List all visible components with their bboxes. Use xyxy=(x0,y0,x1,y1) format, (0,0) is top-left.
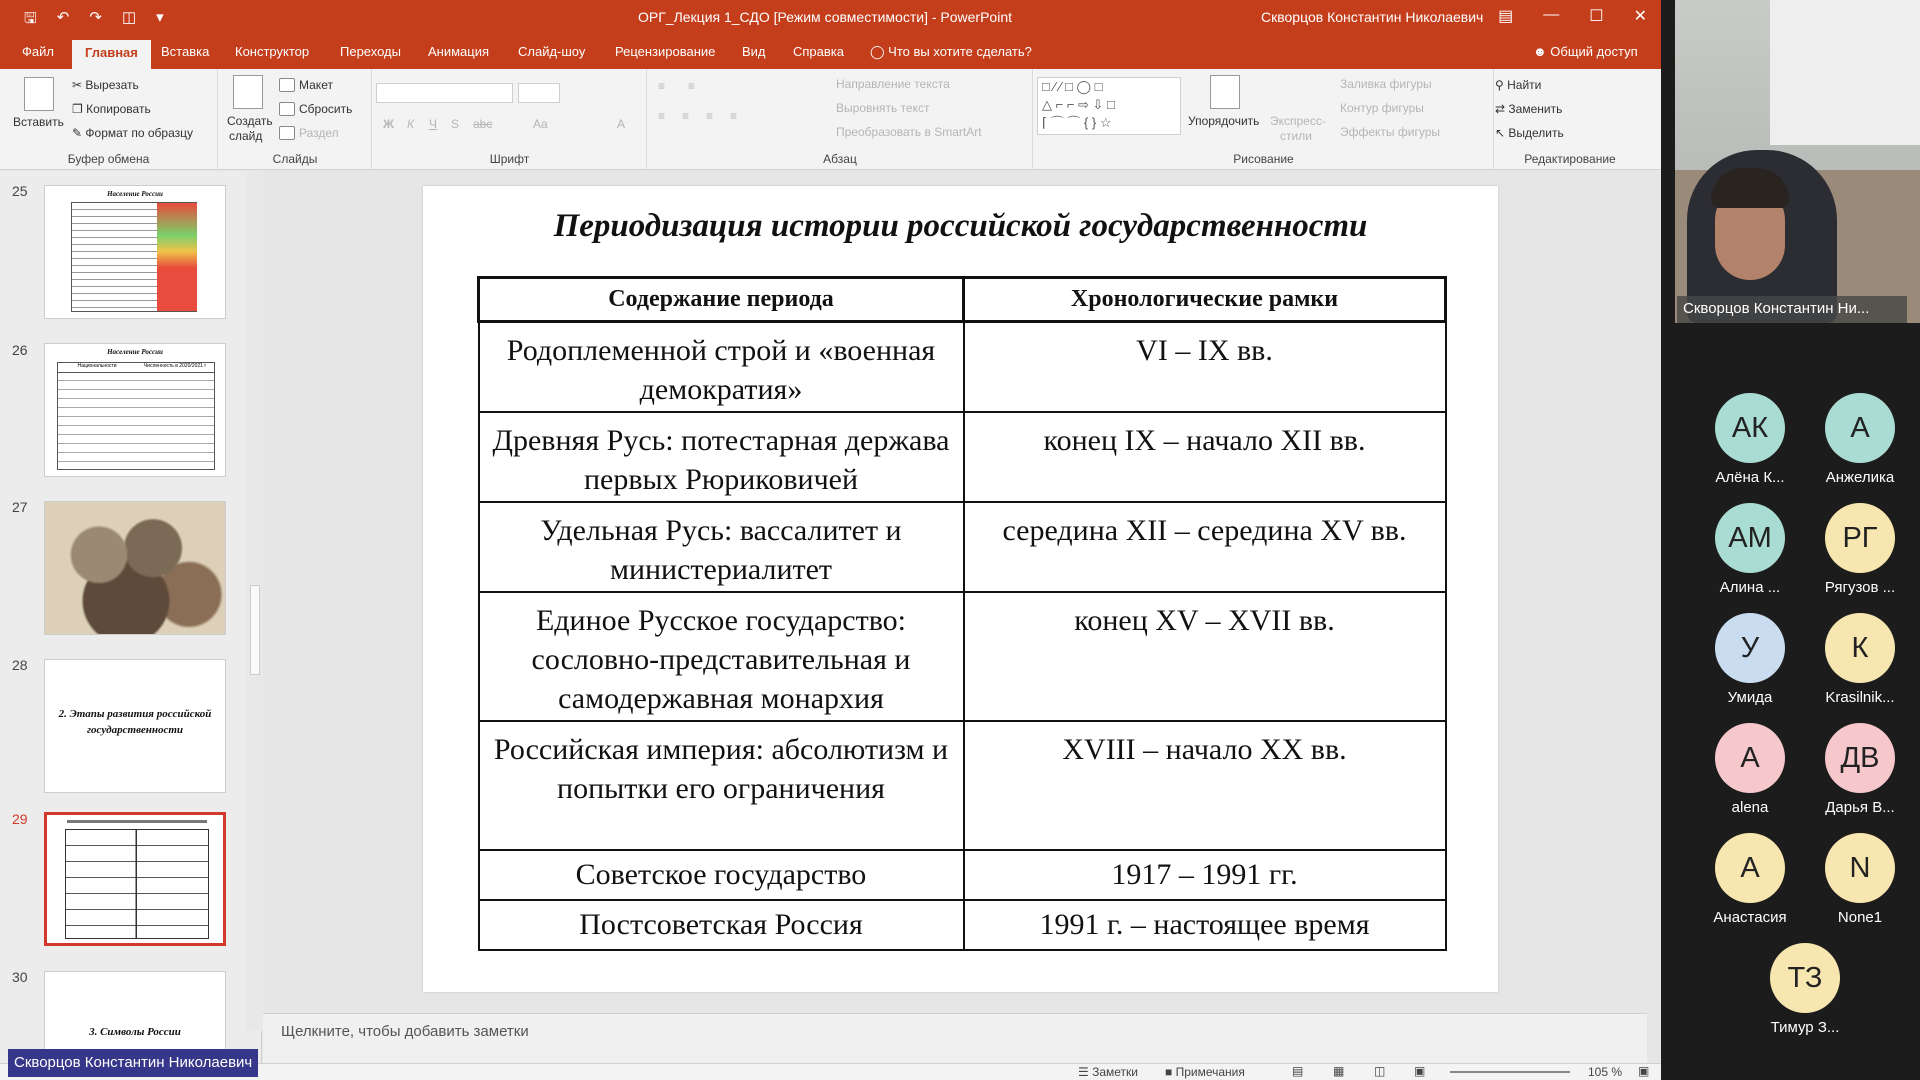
participant-name: Дарья В... xyxy=(1825,799,1895,816)
period-cell: Единое Русское государство: сословно-представительная и самодержавная монархия xyxy=(479,592,964,721)
account-name[interactable]: Скворцов Константин Николаевич xyxy=(1261,9,1484,25)
editing-group-label: Редактирование xyxy=(1524,152,1616,166)
shape-fill-button[interactable]: Заливка фигуры xyxy=(1340,77,1432,91)
participant-tile[interactable] xyxy=(1805,393,1915,486)
layout-icon xyxy=(279,78,295,92)
slide-thumbnail-27[interactable] xyxy=(44,501,226,635)
period-cell: Древняя Русь: потестарная держава первых Рюриковичей xyxy=(479,412,964,502)
slide-thumbnail-26[interactable] xyxy=(44,343,226,477)
participant-name: Умида xyxy=(1727,689,1773,706)
reading-view-icon[interactable]: ◫ xyxy=(1374,1064,1386,1078)
font-group-label: Шрифт xyxy=(489,152,530,166)
avatar: А xyxy=(1715,833,1785,903)
title-bar xyxy=(0,0,1661,35)
font-size-box[interactable] xyxy=(518,83,560,103)
find-label: Найти xyxy=(1507,78,1542,92)
avatar: У xyxy=(1715,613,1785,683)
tab-transitions[interactable]: Переходы xyxy=(340,44,401,59)
font-color-icon[interactable]: A xyxy=(617,117,626,131)
tab-animations[interactable]: Анимация xyxy=(428,44,490,59)
dates-cell: середина XII – середина XV вв. xyxy=(964,502,1446,592)
slide-thumbnail-28[interactable] xyxy=(44,659,226,793)
thumbnail-title: Население России xyxy=(107,348,163,356)
group-slides xyxy=(219,69,372,170)
avatar: ДВ xyxy=(1825,723,1895,793)
change-case-icon[interactable]: Aa xyxy=(533,117,548,131)
thumbnail-table xyxy=(57,362,215,470)
whiteboard xyxy=(1770,0,1920,145)
slide-thumbnails-pane[interactable] xyxy=(0,171,262,1070)
clipboard-group-label: Буфер обмена xyxy=(67,152,150,166)
slide-thumbnail-25[interactable] xyxy=(44,185,226,319)
numbering-icon[interactable]: ≡ xyxy=(688,79,696,93)
participant-name: Алёна К... xyxy=(1715,469,1785,486)
maximize-icon[interactable]: ☐ xyxy=(1589,8,1604,25)
tab-insert[interactable]: Вставка xyxy=(161,44,210,59)
slide-number: 27 xyxy=(12,499,28,515)
dates-cell: конец IX – начало XII вв. xyxy=(964,412,1446,502)
speaker-name-label: Скворцов Константин Ни... xyxy=(1677,296,1907,323)
ribbon-tabs xyxy=(0,35,1661,69)
participant-tile[interactable] xyxy=(1695,393,1805,486)
reset-label: Сбросить xyxy=(299,102,353,116)
reset-button[interactable] xyxy=(279,102,352,116)
dates-cell: конец XV – XVII вв. xyxy=(964,592,1446,721)
slide-number: 28 xyxy=(12,657,28,673)
minimize-icon[interactable]: — xyxy=(1543,6,1560,23)
participant-name: Рягузов ... xyxy=(1824,579,1896,596)
participant-name: Тимур З... xyxy=(1770,1019,1840,1036)
person-icon: ☻ xyxy=(1533,44,1551,59)
start-slideshow-icon[interactable]: ◫ xyxy=(121,9,137,26)
avatar: РГ xyxy=(1825,503,1895,573)
video-conference-panel xyxy=(1661,0,1920,1080)
save-icon[interactable]: 🖫 xyxy=(24,10,37,27)
slideshow-view-icon[interactable]: ▣ xyxy=(1414,1064,1426,1078)
paste-icon[interactable] xyxy=(24,77,54,111)
font-name-box[interactable] xyxy=(376,83,513,103)
period-cell: Родоплеменной строй и «военная демократия» xyxy=(479,322,964,412)
section-label: Раздел xyxy=(299,126,339,140)
slide-number: 26 xyxy=(12,342,28,358)
replace-label: Заменить xyxy=(1508,102,1563,116)
tab-design[interactable]: Конструктор xyxy=(235,44,310,59)
participant-name: Алина ... xyxy=(1719,579,1781,596)
table-header-row xyxy=(479,278,1446,322)
thumbnail-title: 2. Этапы развития российской государственности xyxy=(58,708,212,736)
paste-button[interactable]: Вставить xyxy=(13,115,64,129)
section-icon xyxy=(279,126,295,140)
tab-help[interactable]: Справка xyxy=(793,44,844,59)
group-font xyxy=(373,69,647,170)
tab-slideshow[interactable]: Слайд-шоу xyxy=(518,44,586,59)
copy-button[interactable] xyxy=(72,102,151,116)
thumbnails-scroll-thumb[interactable] xyxy=(250,585,260,675)
new-slide-button-line1[interactable]: Создать xyxy=(227,114,273,128)
comments-toggle-label: Примечания xyxy=(1175,1065,1245,1079)
comments-toggle[interactable] xyxy=(1165,1065,1245,1079)
group-editing xyxy=(1495,69,1645,170)
bullets-icon[interactable]: ≡ xyxy=(658,79,666,93)
slides-group-label: Слайды xyxy=(272,152,318,166)
notes-placeholder[interactable]: Щелкните, чтобы добавить заметки xyxy=(281,1023,529,1040)
replace-icon: ⇄ xyxy=(1495,102,1509,116)
undo-icon[interactable]: ↶ xyxy=(56,9,70,26)
new-slide-icon[interactable] xyxy=(233,75,263,109)
participant-name: Krasilnik... xyxy=(1825,689,1895,706)
dates-cell: 1991 г. – настоящее время xyxy=(964,900,1446,950)
slide-number: 29 xyxy=(12,811,28,827)
avatar: ТЗ xyxy=(1770,943,1840,1013)
slide-canvas[interactable] xyxy=(423,186,1498,992)
thumbnail-col-header: Национальности xyxy=(77,363,117,369)
share-label: Общий доступ xyxy=(1550,44,1638,59)
thumbnail-col-header: Численность в 2020/2021 г xyxy=(143,363,207,369)
scissors-icon: ✂ xyxy=(72,78,86,92)
dates-cell: 1917 – 1991 гг. xyxy=(964,850,1446,900)
avatar: N xyxy=(1825,833,1895,903)
avatar: АМ xyxy=(1715,503,1785,573)
find-button[interactable] xyxy=(1495,78,1541,92)
participant-name: None1 xyxy=(1837,909,1883,926)
align-text-button[interactable]: Выровнять текст xyxy=(836,101,930,115)
participant-tile[interactable] xyxy=(1805,723,1915,816)
period-cell: Российская империя: абсолютизм и попытки его ограничения xyxy=(479,721,964,850)
participant-tile[interactable] xyxy=(1695,833,1805,926)
group-paragraph xyxy=(648,69,1033,170)
fit-to-window-icon[interactable]: ▣ xyxy=(1638,1064,1650,1078)
table-row xyxy=(479,412,1446,502)
search-icon: ⚲ xyxy=(1495,78,1508,92)
slide-sorter-icon[interactable]: ▦ xyxy=(1333,1064,1345,1078)
participant-tile[interactable] xyxy=(1695,503,1805,596)
table-row xyxy=(479,721,1446,850)
align-right-icon[interactable]: ≡ xyxy=(706,109,714,123)
reset-icon xyxy=(279,102,295,116)
notes-toggle-label: Заметки xyxy=(1092,1065,1138,1079)
tell-me-box[interactable] xyxy=(870,44,1032,60)
slide-title[interactable]: Периодизация истории российской государственности xyxy=(553,208,1368,244)
shadow-icon[interactable]: S xyxy=(451,117,460,131)
shapes-gallery[interactable]: □ ∕ ∕ □ ◯ □ △ ⌐ ⌐ ⇨ ⇩ □ ⌈ ⌒ ⌒ { } ☆ xyxy=(1037,77,1181,135)
notes-toggle[interactable] xyxy=(1078,1065,1138,1079)
bold-icon[interactable]: Ж xyxy=(383,117,394,131)
lightbulb-icon: ◯ xyxy=(870,44,889,59)
redo-icon[interactable]: ↷ xyxy=(89,9,102,26)
zoom-level[interactable]: 105 % xyxy=(1588,1065,1623,1079)
underline-icon[interactable]: Ч xyxy=(429,117,437,131)
participant-tile[interactable] xyxy=(1695,613,1805,706)
align-center-icon[interactable]: ≡ xyxy=(682,109,690,123)
tab-home[interactable]: Главная xyxy=(72,40,151,69)
thumbnail-color-column xyxy=(157,203,197,311)
tab-review[interactable]: Рецензирование xyxy=(615,44,716,59)
arrange-icon[interactable] xyxy=(1210,75,1240,109)
thumbnail-title-line xyxy=(67,820,207,823)
zoom-slider[interactable] xyxy=(1450,1071,1570,1073)
periodization-table[interactable] xyxy=(477,276,1447,951)
window-controls xyxy=(1498,6,1647,26)
justify-icon[interactable]: ≡ xyxy=(730,109,738,123)
quick-styles-button-line1[interactable]: Экспресс- xyxy=(1270,114,1326,128)
header-dates: Хронологические рамки xyxy=(964,278,1446,322)
select-label: Выделить xyxy=(1508,126,1564,140)
participant-name: Анжелика xyxy=(1825,469,1895,486)
brush-icon: ✎ xyxy=(72,126,86,140)
cut-button[interactable] xyxy=(72,78,139,92)
layout-label: Макет xyxy=(299,78,333,92)
shape-effects-button[interactable]: Эффекты фигуры xyxy=(1340,125,1441,139)
active-speaker-label: Скворцов Константин Николаевич xyxy=(8,1049,258,1077)
normal-view-icon[interactable]: ▤ xyxy=(1292,1064,1304,1078)
replace-button[interactable] xyxy=(1495,102,1562,116)
section-button[interactable] xyxy=(279,126,339,140)
paragraph-group-label: Абзац xyxy=(823,152,857,166)
header-period: Содержание периода xyxy=(479,278,964,322)
speaker-video[interactable] xyxy=(1675,0,1920,323)
participant-tile[interactable] xyxy=(1750,943,1860,1036)
strikethrough-icon[interactable]: abc xyxy=(473,117,493,131)
quick-access-toolbar xyxy=(24,8,164,33)
dates-cell: XVIII – начало XX вв. xyxy=(964,721,1446,850)
shape-outline-button[interactable]: Контур фигуры xyxy=(1340,101,1424,115)
table-row xyxy=(479,900,1446,950)
painting-image xyxy=(45,502,225,634)
participant-tile[interactable] xyxy=(1805,613,1915,706)
document-title: ОРГ_Лекция 1_СДО [Режим совместимости] - PowerPoint xyxy=(637,9,1012,25)
participant-name: alena xyxy=(1731,799,1769,816)
group-clipboard xyxy=(0,69,218,170)
group-drawing xyxy=(1034,69,1494,170)
thumbnail-title: 3. Символы России xyxy=(89,1026,181,1038)
participant-name: Анастасия xyxy=(1713,909,1787,926)
format-painter-button[interactable] xyxy=(72,126,193,140)
participant-tile[interactable] xyxy=(1805,503,1915,596)
dates-cell: VI – IX вв. xyxy=(964,322,1446,412)
participant-tile[interactable] xyxy=(1805,833,1915,926)
comment-icon: ■ xyxy=(1165,1065,1176,1079)
slide-number: 25 xyxy=(12,183,28,199)
copy-icon: ❐ xyxy=(72,102,87,116)
tab-file[interactable]: Файл xyxy=(22,44,54,59)
customize-qat-icon[interactable]: ▾ xyxy=(156,9,164,26)
thumbnail-title: Население России xyxy=(107,190,163,198)
table-row xyxy=(479,322,1446,412)
avatar: А xyxy=(1715,723,1785,793)
ribbon xyxy=(0,69,1661,170)
notes-pane[interactable] xyxy=(263,1013,1647,1063)
table-row xyxy=(479,502,1446,592)
avatar: К xyxy=(1825,613,1895,683)
thumbnail-table xyxy=(65,829,209,939)
quick-styles-button-line2[interactable]: стили xyxy=(1280,129,1312,143)
period-cell: Советское государство xyxy=(479,850,964,900)
align-left-icon[interactable]: ≡ xyxy=(658,109,666,123)
italic-icon[interactable]: К xyxy=(407,117,415,131)
table-row xyxy=(479,592,1446,721)
slide-number: 30 xyxy=(12,969,28,985)
table-row xyxy=(479,850,1446,900)
share-button[interactable] xyxy=(1533,44,1638,59)
close-icon[interactable]: ✕ xyxy=(1633,8,1647,25)
text-direction-button[interactable]: Направление текста xyxy=(836,77,950,91)
period-cell: Постсоветская Россия xyxy=(479,900,964,950)
avatar: А xyxy=(1825,393,1895,463)
tab-view[interactable]: Вид xyxy=(742,44,766,59)
cut-label: Вырезать xyxy=(85,78,139,92)
copy-label: Копировать xyxy=(86,102,151,116)
tell-me-text: Что вы хотите сделать? xyxy=(888,44,1032,59)
slide-thumbnail-29[interactable] xyxy=(44,812,226,946)
period-cell: Удельная Русь: вассалитет и министериалитет xyxy=(479,502,964,592)
select-button[interactable] xyxy=(1495,126,1564,140)
layout-button[interactable] xyxy=(279,78,333,92)
arrange-button[interactable]: Упорядочить xyxy=(1188,114,1260,128)
select-icon: ↖ xyxy=(1495,126,1509,140)
avatar: АК xyxy=(1715,393,1785,463)
ribbon-display-options-icon[interactable]: ▤ xyxy=(1498,8,1514,25)
drawing-group-label: Рисование xyxy=(1233,152,1294,166)
format-painter-label: Формат по образцу xyxy=(85,126,193,140)
notes-icon: ☰ xyxy=(1078,1065,1093,1079)
new-slide-button-line2[interactable]: слайд xyxy=(229,129,263,143)
participant-tile[interactable] xyxy=(1695,723,1805,816)
smartart-button[interactable]: Преобразовать в SmartArt xyxy=(836,125,982,139)
